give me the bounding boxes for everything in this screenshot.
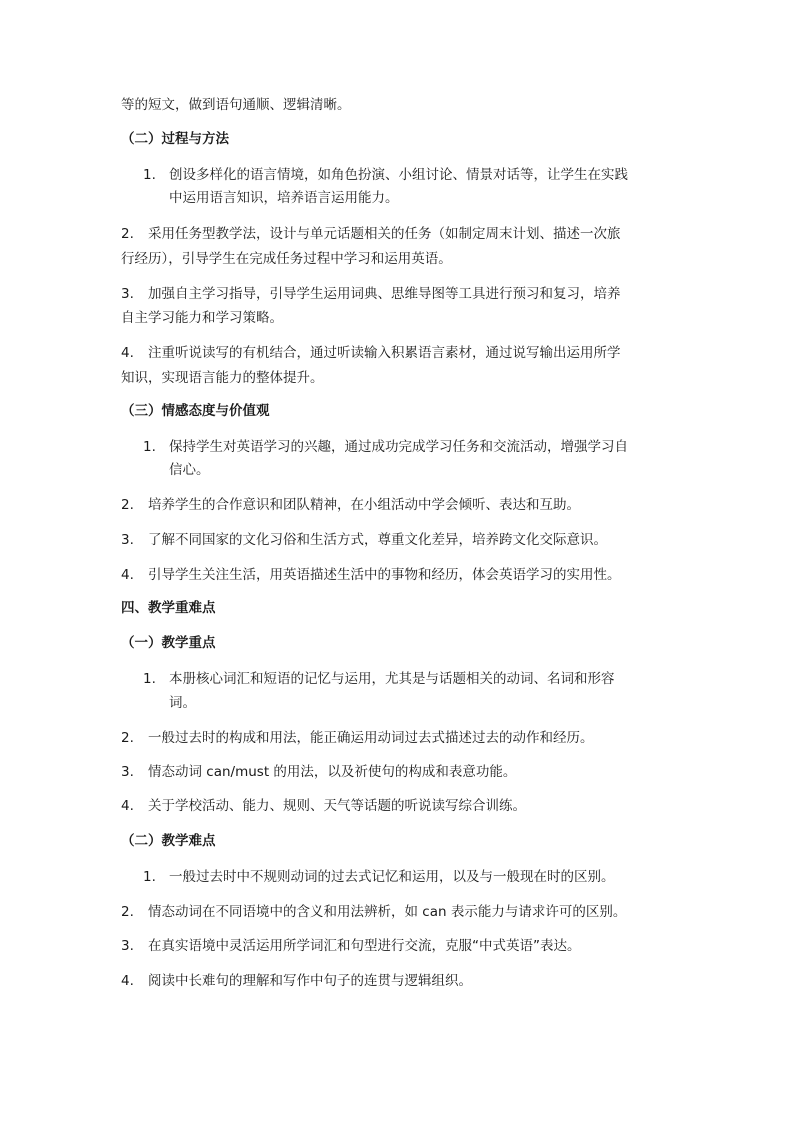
list-item-text: 保持学生对英语学习的兴趣，通过成功完成学习任务和交流活动，增强学习自 [169,439,628,455]
list-item-number: 3. [121,286,134,302]
list-item-number: 2. [121,904,134,920]
list-item-number: 4. [121,345,134,361]
list-item-number: 3. [121,532,134,548]
list-item-number: 3. [121,764,134,780]
list-item-text-cont: 自主学习能力和学习策略。 [121,310,283,326]
list-item-text: 关于学校活动、能力、规则、天气等话题的听说读写综合训练。 [148,798,526,814]
list-item-number: 1. [143,439,156,455]
list-item-text: 创设多样化的语言情境，如角色扮演、小组讨论、情景对话等，让学生在实践 [169,167,628,183]
section-heading-key-points: （一）教学重点 [121,635,216,651]
list-item-text: 在真实语境中灵活运用所学词汇和句型进行交流，克服“中式英语”表达。 [148,938,581,954]
list-item-text: 一般过去时中不规则动词的过去式记忆和运用，以及与一般现在时的区别。 [169,869,615,885]
list-item-number: 1. [143,671,156,687]
list-item-number: 2. [121,730,134,746]
list-item-text: 培养学生的合作意识和团队精神，在小组活动中学会倾听、表达和互助。 [148,497,580,513]
list-item-number: 3. [121,938,134,954]
list-item-number: 2. [121,497,134,513]
list-item-number: 1. [143,869,156,885]
list-item-text: 采用任务型教学法，设计与单元话题相关的任务（如制定周末计划、描述一次旅 [148,226,621,242]
list-item-number: 1. [143,167,156,183]
list-item-text: 加强自主学习指导，引导学生运用词典、思维导图等工具进行预习和复习，培养 [148,286,621,302]
list-item-text: 情态动词在不同语境中的含义和用法辨析，如 can 表示能力与请求许可的区别。 [148,904,627,920]
list-item-text-cont: 中运用语言知识，培养语言运用能力。 [169,190,399,206]
list-item-number: 4. [121,798,134,814]
list-item-text: 一般过去时的构成和用法，能正确运用动词过去式描述过去的动作和经历。 [148,730,594,746]
section-heading-difficult-points: （二）教学难点 [121,833,216,849]
list-item-text: 阅读中长难句的理解和写作中句子的连贯与逻辑组织。 [148,973,472,989]
part-heading-key-difficult: 四、教学重难点 [121,600,216,616]
list-item-text-cont: 知识，实现语言能力的整体提升。 [121,370,324,386]
list-item-number: 4. [121,567,134,583]
list-item-number: 2. [121,226,134,242]
list-item-text: 情态动词 can/must 的用法，以及祈使句的构成和表意功能。 [148,764,517,780]
intro-line: 等的短文，做到语句通顺、逻辑清晰。 [121,97,351,113]
list-item-text: 注重听说读写的有机结合，通过听读输入积累语言素材，通过说写输出运用所学 [148,345,621,361]
list-item-text: 引导学生关注生活，用英语描述生活中的事物和经历，体会英语学习的实用性。 [148,567,621,583]
list-item-text: 了解不同国家的文化习俗和生活方式，尊重文化差异，培养跨文化交际意识。 [148,532,607,548]
list-item-text: 本册核心词汇和短语的记忆与运用，尤其是与话题相关的动词、名词和形容 [169,671,615,687]
section-heading-attitude-values: （三）情感态度与价值观 [121,403,270,419]
list-item-text-cont: 词。 [169,695,196,711]
list-item-text-cont: 行经历），引导学生在完成任务过程中学习和运用英语。 [121,251,452,267]
list-item-text-cont: 信心。 [169,462,210,478]
list-item-number: 4. [121,973,134,989]
section-heading-process-method: （二）过程与方法 [121,131,229,147]
